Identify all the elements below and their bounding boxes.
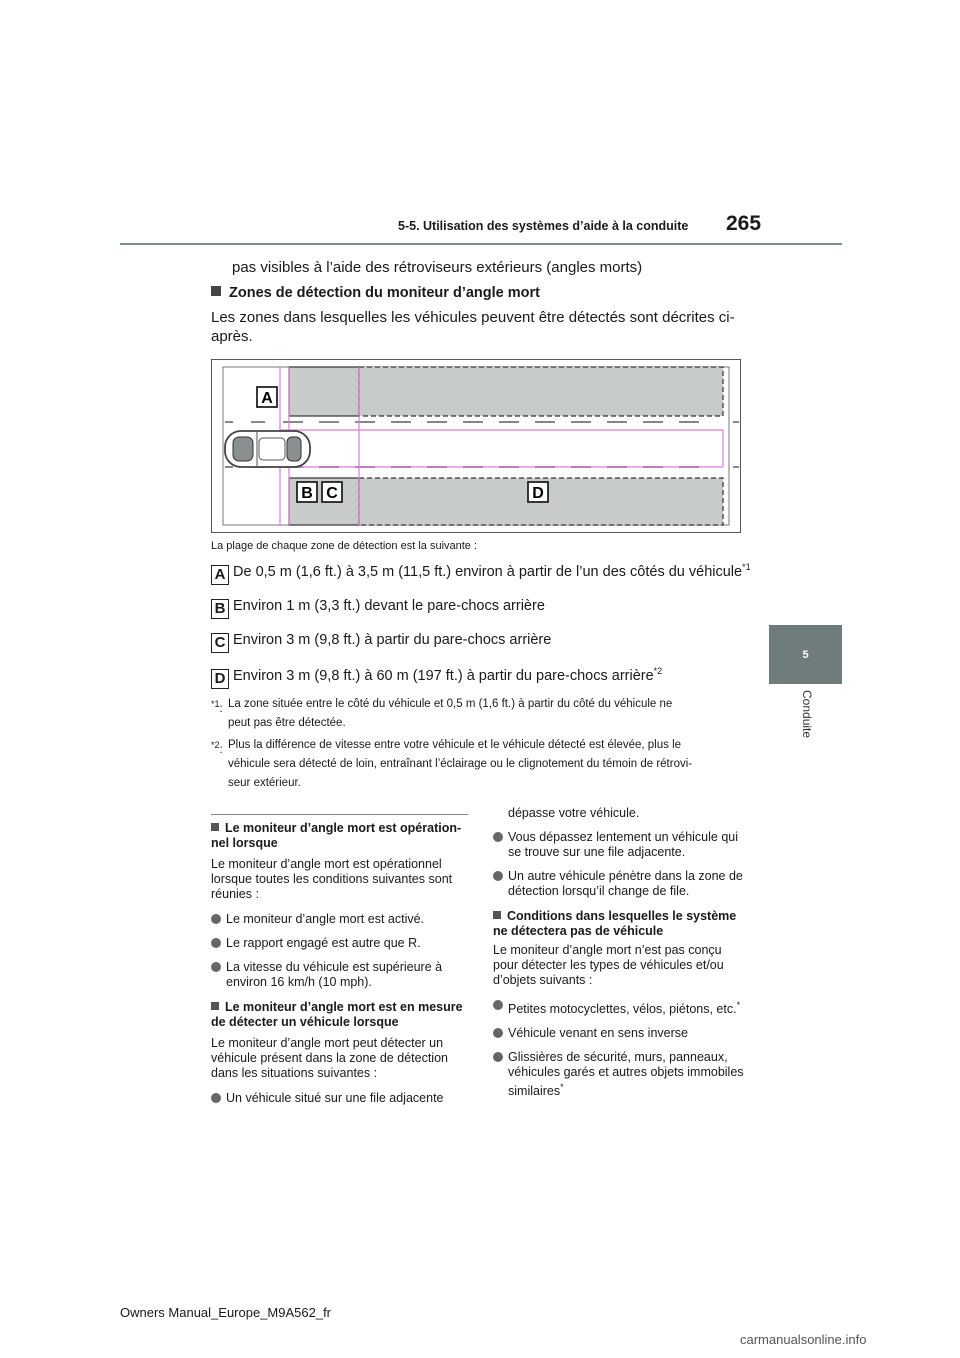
zone-a-note: *1 bbox=[742, 562, 751, 572]
footnote-1: $^{*1}$: La zone située entre le côté du véhicule et 0,5 m (1,6 ft.) à partir du côté du véhicule ne peut pas être détectée. bbox=[211, 698, 673, 729]
section-header-title: 5-5. Utilisation des systèmes d’aide à la conduite bbox=[398, 219, 689, 233]
zone-key-d: D bbox=[211, 669, 229, 689]
footnote-2: $^{*2}$: Plus la différence de vitesse entre votre véhicule et le véhicule détecté est élevée, plus le véhicule sera détecté de loin, entraînant l’éclairage ou le clignotement du témoin de rétrovi- seur extérieur. bbox=[211, 739, 693, 789]
bullet-icon bbox=[493, 871, 503, 881]
left-heading-2: Le moniteur d’angle mort est en mesure de détecter un véhicule lorsque bbox=[211, 1000, 463, 1029]
bullet-icon bbox=[493, 1028, 503, 1038]
section-text-line2: après. bbox=[211, 328, 253, 345]
bullet-icon bbox=[493, 832, 503, 842]
zone-b-description bbox=[211, 598, 545, 619]
list-item: Vous dépassez lentement un véhicule qui se trouve sur une file adjacente. bbox=[493, 830, 755, 860]
label-a: A bbox=[261, 390, 273, 407]
diagram-caption: La plage de chaque zone de détection est la suivante : bbox=[211, 540, 478, 552]
bullet-icon bbox=[211, 1093, 221, 1103]
zone-b-text: Environ 1 m (3,3 ft.) devant le pare-chocs arrière bbox=[233, 598, 545, 614]
footnote-2-line1: Plus la différence de vitesse entre votre véhicule et le véhicule détecté est élevée, plus le bbox=[228, 739, 682, 751]
left-heading-1: Le moniteur d’angle mort est opération- nel lorsque bbox=[211, 821, 462, 850]
list-item: Petites motocyclettes, vélos, piétons, etc.* bbox=[493, 998, 755, 1017]
left-column bbox=[211, 821, 473, 1106]
bullet-icon bbox=[211, 914, 221, 924]
zone-d-note: *2 bbox=[653, 666, 663, 676]
bullet-icon bbox=[493, 1052, 503, 1062]
section-text-line1: Les zones dans lesquelles les véhicules peuvent être détectés sont décrites ci- bbox=[211, 309, 735, 326]
zone-a-description bbox=[211, 562, 751, 585]
chapter-label: Conduite bbox=[800, 690, 814, 739]
footnote-1-mark: *1 bbox=[211, 699, 220, 709]
heading-square-icon bbox=[211, 823, 219, 831]
list-item: Glissières de sécurité, murs, panneaux, véhicules garés et autres objets immobiles similaires* bbox=[493, 1050, 755, 1099]
list-item: Le moniteur d’angle mort est activé. bbox=[211, 912, 473, 927]
list-item: Un véhicule situé sur une file adjacente bbox=[211, 1091, 473, 1106]
bullet-icon bbox=[211, 938, 221, 948]
chapter-number: 5 bbox=[802, 648, 809, 661]
zone-key-b: B bbox=[211, 599, 229, 619]
columns-divider bbox=[211, 814, 468, 815]
right-heading: Conditions dans lesquelles le système ne détectera pas de véhicule bbox=[493, 909, 737, 938]
footnote-2-mark: *2 bbox=[211, 740, 220, 750]
footnote-2-line2: véhicule sera détecté de loin, entraînant l’éclairage ou le clignotement du témoin de rétrovi- bbox=[228, 758, 693, 770]
section-heading bbox=[211, 285, 540, 301]
list-item: Le rapport engagé est autre que R. bbox=[211, 936, 473, 951]
label-c: C bbox=[326, 485, 338, 502]
label-d: D bbox=[532, 485, 544, 502]
footnote-2-line3: seur extérieur. bbox=[228, 777, 301, 789]
page-number: 265 bbox=[726, 212, 762, 235]
left-paragraph-2: Le moniteur d’angle mort peut détecter un véhicule présent dans la zone de détection dans les situations suivantes : bbox=[211, 1036, 448, 1080]
list-item: Véhicule venant en sens inverse bbox=[493, 1026, 755, 1041]
bullet-icon bbox=[493, 1000, 503, 1010]
right-continued: dépasse votre véhicule. bbox=[508, 806, 640, 820]
zone-key-c: C bbox=[211, 633, 229, 653]
detection-zones-diagram bbox=[211, 359, 741, 533]
heading-square-icon bbox=[211, 1002, 219, 1010]
heading-square-icon bbox=[211, 286, 221, 296]
right-paragraph: Le moniteur d’angle mort n’est pas conçu pour détecter les types de véhicules et/ou d’objets suivants : bbox=[493, 943, 724, 987]
label-b: B bbox=[301, 485, 313, 502]
zone-a-near bbox=[289, 367, 359, 416]
section-heading-text: Zones de détection du moniteur d’angle mort bbox=[229, 285, 540, 301]
zone-c-description bbox=[211, 632, 551, 653]
zone-d-top bbox=[359, 367, 723, 416]
zone-key-a: A bbox=[211, 565, 229, 585]
intro-continuation: pas visibles à l’aide des rétroviseurs extérieurs (angles morts) bbox=[232, 259, 643, 276]
watermark: carmanualsonline.info bbox=[740, 1332, 867, 1347]
footnote-1-line2: peut pas être détectée. bbox=[228, 717, 346, 729]
header-divider bbox=[120, 243, 842, 245]
bullet-icon bbox=[211, 962, 221, 972]
zone-c-text: Environ 3 m (9,8 ft.) à partir du pare-chocs arrière bbox=[233, 632, 552, 648]
chapter-tab[interactable] bbox=[769, 625, 842, 684]
zone-d-description bbox=[211, 666, 662, 689]
zone-a-text: De 0,5 m (1,6 ft.) à 3,5 m (11,5 ft.) environ à partir de l’un des côtés du véhicule bbox=[233, 563, 743, 580]
heading-square-icon bbox=[493, 911, 501, 919]
left-paragraph-1: Le moniteur d’angle mort est opérationnel lorsque toutes les conditions suivantes sont réunies : bbox=[211, 857, 453, 901]
footnote-1-line1: La zone située entre le côté du véhicule et 0,5 m (1,6 ft.) à partir du côté du véhicule ne bbox=[228, 698, 673, 710]
manual-footer: Owners Manual_Europe_M9A562_fr bbox=[120, 1305, 332, 1320]
right-column bbox=[493, 806, 755, 1099]
car-icon bbox=[225, 431, 310, 467]
zone-d-text: Environ 3 m (9,8 ft.) à 60 m (197 ft.) à partir du pare-chocs arrière bbox=[233, 667, 654, 684]
list-item: La vitesse du véhicule est supérieure à environ 16 km/h (10 mph). bbox=[211, 960, 473, 990]
list-item: Un autre véhicule pénètre dans la zone de détection lorsqu’il change de file. bbox=[493, 869, 755, 899]
